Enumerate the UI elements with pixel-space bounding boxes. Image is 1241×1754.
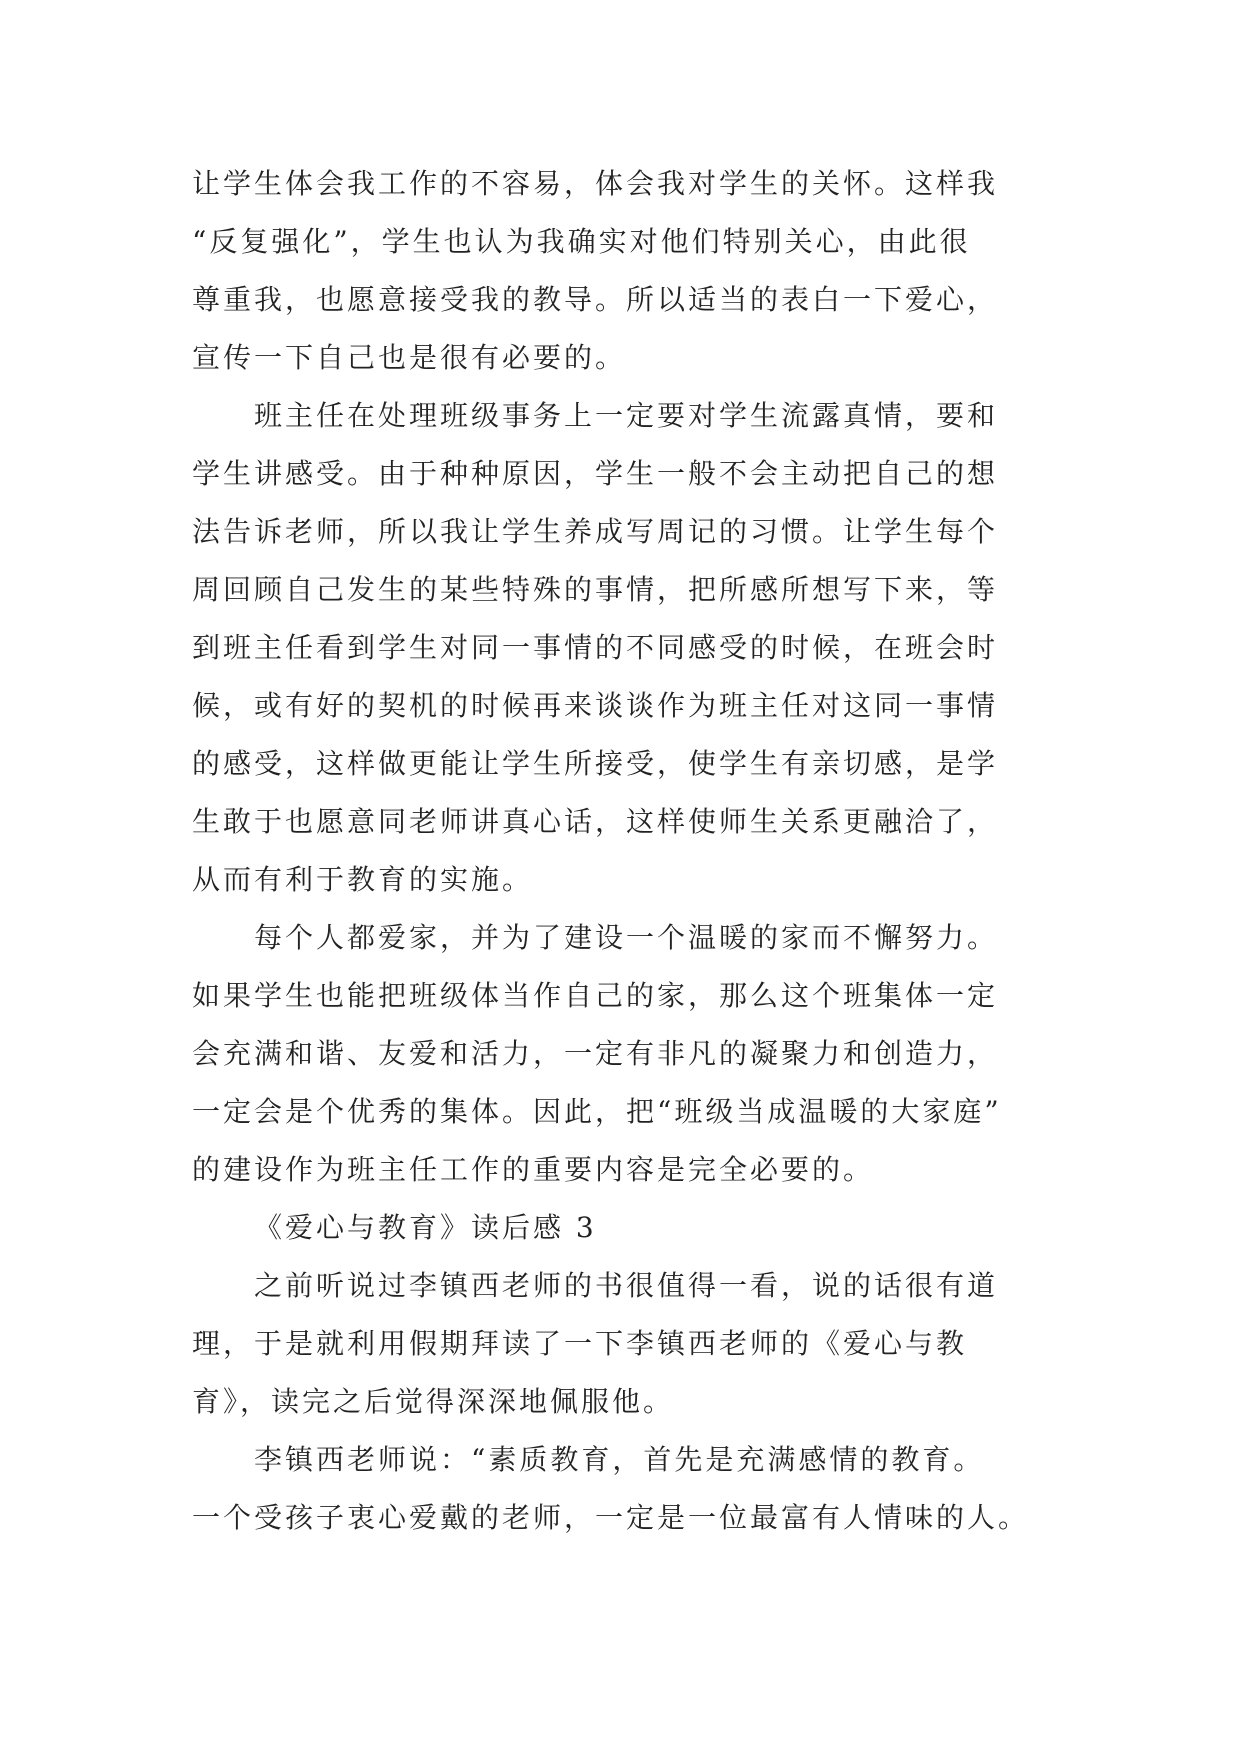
text-line: 尊重我，也愿意接受我的教导。所以适当的表白一下爱心， (192, 283, 999, 316)
text-line: 宣传一下自己也是很有必要的。 (192, 341, 627, 374)
text-line: 学生讲感受。由于种种原因，学生一般不会主动把自己的想 (192, 457, 999, 490)
text-line: 每个人都爱家，并为了建设一个温暖的家而不懈努力。 (254, 921, 999, 954)
text-line: 候，或有好的契机的时候再来谈谈作为班主任对这同一事情 (192, 689, 999, 722)
text-line: 理，于是就利用假期拜读了一下李镇西老师的《爱心与教 (192, 1327, 968, 1360)
text-line: 让学生体会我工作的不容易，体会我对学生的关怀。这样我 (192, 167, 999, 200)
text-line: 生敢于也愿意同老师讲真心话，这样使师生关系更融洽了， (192, 805, 999, 838)
text-line: 一定会是个优秀的集体。因此，把“班级当成温暖的大家庭” (192, 1095, 1002, 1128)
document-body (192, 155, 1060, 1547)
text-line: 李镇西老师说：“素质教育，首先是充满感情的教育。 (254, 1443, 985, 1476)
text-line: 一个受孩子衷心爱戴的老师，一定是一位最富有人情味的人。 (192, 1501, 1030, 1534)
text-line: 育》，读完之后觉得深深地佩服他。 (192, 1385, 675, 1418)
text-line: 的建设作为班主任工作的重要内容是完全必要的。 (192, 1153, 875, 1186)
text-line: 从而有利于教育的实施。 (192, 863, 534, 896)
text-line: 如果学生也能把班级体当作自己的家，那么这个班集体一定 (192, 979, 999, 1012)
text-line: 法告诉老师，所以我让学生养成写周记的习惯。让学生每个 (192, 515, 999, 548)
text-line: 到班主任看到学生对同一事情的不同感受的时候，在班会时 (192, 631, 999, 664)
section-heading: 《爱心与教育》读后感 3 (254, 1211, 597, 1244)
text-line: “反复强化”，学生也认为我确实对他们特别关心，由此很 (192, 225, 971, 258)
text-line: 会充满和谐、友爱和活力，一定有非凡的凝聚力和创造力， (192, 1037, 999, 1070)
text-line: 的感受，这样做更能让学生所接受，使学生有亲切感，是学 (192, 747, 999, 780)
text-line: 班主任在处理班级事务上一定要对学生流露真情，要和 (254, 399, 999, 432)
text-line: 周回顾自己发生的某些特殊的事情，把所感所想写下来，等 (192, 573, 999, 606)
text-line: 之前听说过李镇西老师的书很值得一看，说的话很有道 (254, 1269, 999, 1302)
